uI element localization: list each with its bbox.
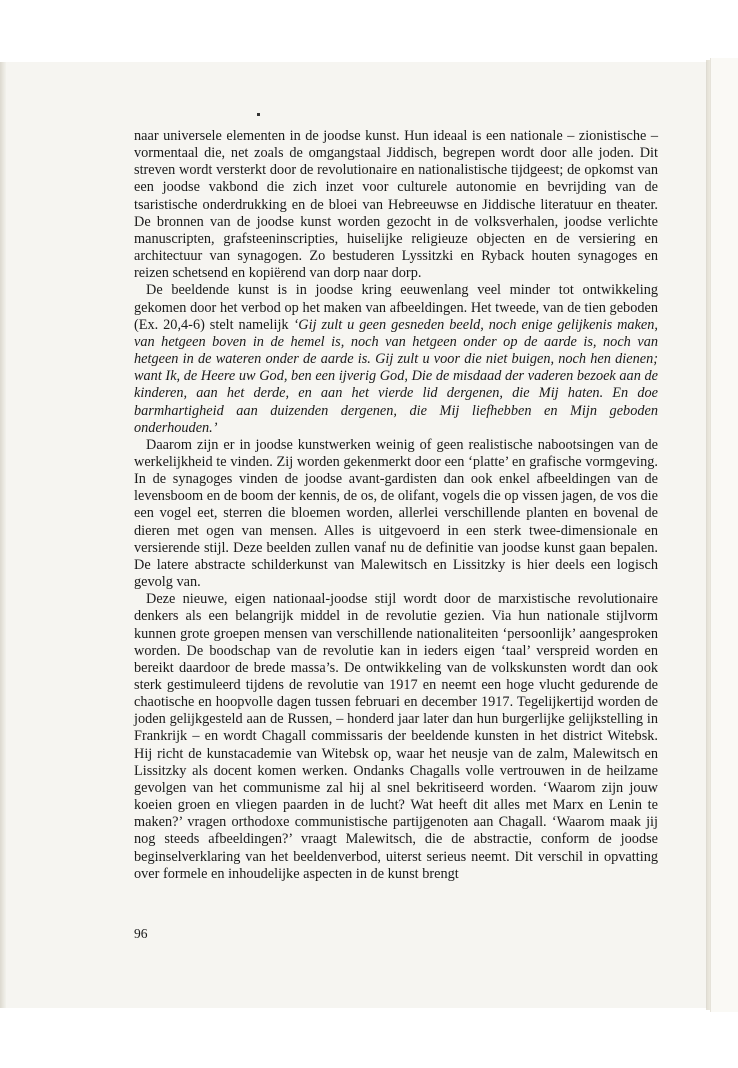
page-binding-shadow [0, 62, 6, 1008]
scripture-quote: ‘Gij zult u geen gesneden beeld, noch enige gelijkenis maken, van hetgeen boven in de hemel is, noch van hetgeen onder op de aarde is, noch van hetgeen in de wateren onder de aarde is. Gij zult u voor die niet buigen, noch hen dienen; want Ik, de Heere uw God, ben een ijverig God, Die de misdaad der vaderen bezoek aan de kinderen, aan het derde, en aan het vierde lid dergenen, die Mij haten. En doe barmhartigheid aan duizenden dergenen, die Mij liefhebben en Mijn geboden onderhouden.’ [134, 316, 658, 436]
underlying-page [710, 58, 738, 1012]
page-right-edge [706, 60, 710, 1010]
page-number: 96 [134, 926, 148, 941]
paragraph [134, 591, 658, 883]
paragraph [134, 437, 658, 591]
paragraph-text: naar universele elementen in de joodse kunst. Hun ideaal is een nationale – zionistische – vormentaal die, net zoals de omgangstaal Jiddisch, begrepen wordt door alle joden. Dit streven wordt versterkt door de revolutionaire en nationalistische tijdgeest; de opkomst van een joodse vakbond die zich inzet voor culturele autonomie en bevrijding van de tsaristische onderdrukking en de bloei van Hebreeuwse en Jiddische literatuur en theater. De bronnen van de joodse kunst worden gezocht in de volksverhalen, joodse verlichte manuscripten, grafsteeninscripties, huiselijke religieuze objecten en de versiering en architectuur van synagogen. Zo bestuderen Lyssitzki en Ryback houten synagoges en reizen schetsend en kopiërend van dorp naar dorp. [134, 128, 658, 282]
paragraph [134, 282, 658, 436]
paragraph-text: De beeldende kunst is in joodse kring eeuwenlang veel minder tot ontwikkeling gekomen door het verbod op het maken van afbeeldingen. Het tweede, van de tien geboden (Ex. 20,4-6) stelt namelijk [134, 282, 658, 333]
stray-ink-mark [257, 113, 260, 116]
paragraph-text: Deze nieuwe, eigen nationaal-joodse stijl wordt door de marxistische revolutionaire denkers als een belangrijk middel in de revolutie gezien. Via hun nationale stijlvorm kunnen grote groepen mensen van verschillende nationaliteiten ‘persoonlijk’ aangesproken worden. De boodschap van de revolutie kan in ieders eigen ‘taal’ verspreid worden en bereikt daardoor de brede massa’s. De ontwikkeling van de volkskunsten wordt dan ook sterk gestimuleerd tijdens de revolutie van 1917 en neemt een hoge vlucht gedurende de chaotische en hoopvolle dagen tussen februari en december 1917. Tegelijkertijd worden de joden gelijkgesteld aan de Russen, – honderd jaar later dan hun burgerlijke gelijkstelling in Frankrijk – en wordt Chagall commissaris der beeldende kunsten in het district Witebsk. Hij richt de kunstacademie van Witebsk op, waar het neusje van de zalm, Malewitsch en Lissitzky als docent komen werken. Ondanks Chagalls volle vertrouwen in de heilzame gevolgen van het communisme zal hij al snel bekritiseerd worden. ‘Waarom zijn jouw koeien groen en vliegen paarden in de lucht? Wat heeft dit alles met Marx en Lenin te maken?’ vragen orthodoxe communistische partijgenoten aan Chagall. ‘Waarom maak jij nog steeds afbeeldingen?’ vraagt Malewitsch, die de abstractie, conform de joodse beginselverklaring van het beeldenverbod, uiterst serieus neemt. Dit verschil in opvatting over formele en inhoudelijke aspecten in de kunst brengt [134, 591, 658, 882]
paragraph [134, 128, 658, 282]
body-text [134, 128, 658, 883]
paragraph-text: Daarom zijn er in joodse kunstwerken weinig of geen realistische nabootsingen van de werkelijkheid te vinden. Zij worden gekenmerkt door een ‘platte’ en grafische vormgeving. In de synagoges vinden de joodse avant-gardisten dan ook enkel afbeeldingen van de levensboom en de boom der kennis, de os, de olifant, vogels die op vissen jagen, de vos die een vogel eet, sterren die bloemen worden, allerlei verschillende planten en bovenal de dieren met ogen van mensen. Alles is uitgevoerd in een sterk twee-dimensionale en versierende stijl. Deze beelden zullen vanaf nu de definitie van joodse kunst gaan bepalen. De latere abstracte schilderkunst van Malewitsch en Lissitzky is hier deels een logisch gevolg van. [134, 436, 658, 591]
